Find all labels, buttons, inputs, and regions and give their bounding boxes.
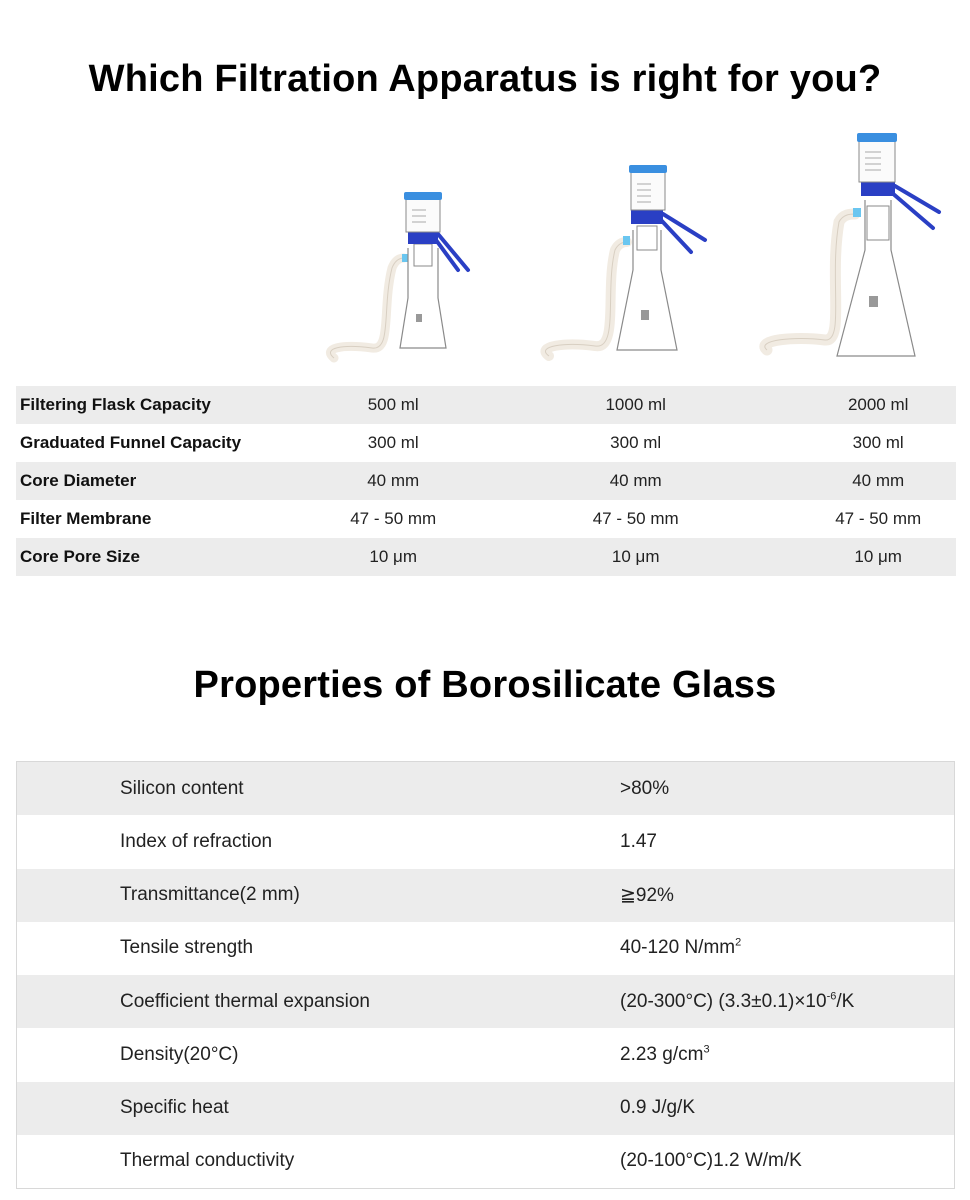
cell-500ml: 10 μm bbox=[369, 547, 417, 566]
property-name: Density(20°C) bbox=[120, 1043, 239, 1065]
property-name: Specific heat bbox=[120, 1097, 229, 1119]
apparatus-images bbox=[0, 128, 970, 368]
table-row bbox=[16, 424, 956, 462]
table-row bbox=[16, 500, 956, 538]
property-value: 0.9 J/g/K bbox=[620, 1097, 695, 1119]
cell-1000ml: 47 - 50 mm bbox=[592, 509, 679, 528]
table-row bbox=[17, 1082, 954, 1135]
property-name: Coefficient thermal expansion bbox=[120, 990, 370, 1012]
cell-1000ml: 300 ml bbox=[610, 433, 662, 452]
property-name: Thermal conductivity bbox=[120, 1150, 295, 1172]
property-name: Index of refraction bbox=[120, 830, 273, 852]
table-row bbox=[16, 462, 956, 500]
table-row bbox=[16, 386, 956, 424]
cell-500ml: 40 mm bbox=[367, 471, 420, 490]
property-value: >80% bbox=[620, 777, 670, 799]
filtration-apparatus-2000ml-icon bbox=[755, 128, 955, 368]
table-row bbox=[17, 815, 954, 868]
cell-500ml: 300 ml bbox=[367, 433, 419, 452]
table-row bbox=[17, 1135, 954, 1188]
cell-2000ml: 40 mm bbox=[852, 471, 905, 490]
cell-500ml: 47 - 50 mm bbox=[350, 509, 437, 528]
section-title: Properties of Borosilicate Glass bbox=[193, 664, 777, 706]
table-row bbox=[17, 869, 954, 922]
property-name: Transmittance(2 mm) bbox=[120, 884, 300, 906]
page-title: Which Filtration Apparatus is right for you? bbox=[88, 58, 882, 100]
cell-1000ml: 40 mm bbox=[609, 471, 662, 490]
cell-1000ml: 1000 ml bbox=[605, 395, 666, 414]
property-value: 40-120 $N/mm^2$ bbox=[620, 937, 742, 959]
row-label: Filtering Flask Capacity bbox=[20, 395, 211, 414]
row-label: Filter Membrane bbox=[20, 509, 152, 528]
property-value: 2.23 $g/cm^3$ bbox=[620, 1043, 710, 1065]
table-row bbox=[16, 538, 956, 576]
property-value: 1.47 bbox=[620, 830, 657, 852]
property-value: ≧92% bbox=[620, 884, 674, 906]
filtration-apparatus-500ml-icon bbox=[322, 188, 482, 368]
comparison-table bbox=[16, 386, 956, 576]
table-row bbox=[17, 922, 954, 975]
properties-table bbox=[16, 761, 955, 1189]
filtration-apparatus-1000ml-icon bbox=[535, 160, 715, 370]
cell-500ml: 500 ml bbox=[367, 395, 419, 414]
cell-2000ml: 10 μm bbox=[854, 547, 902, 566]
row-label: Core Diameter bbox=[20, 471, 137, 490]
row-label: Graduated Funnel Capacity bbox=[20, 433, 242, 452]
property-name: Silicon content bbox=[120, 777, 244, 799]
table-row bbox=[17, 762, 954, 815]
cell-2000ml: 300 ml bbox=[852, 433, 904, 452]
table-row bbox=[17, 1028, 954, 1081]
cell-2000ml: 47 - 50 mm bbox=[835, 509, 922, 528]
cell-2000ml: 2000 ml bbox=[847, 395, 909, 414]
row-label: Core Pore Size bbox=[20, 547, 140, 566]
property-value: (20-300°C) $(3.3\pm 0.1)\times 10^{-6}/K$ bbox=[620, 990, 855, 1012]
table-row bbox=[17, 975, 954, 1028]
property-value: (20-100°C)1.2 W/m/K bbox=[620, 1150, 802, 1172]
property-name: Tensile strength bbox=[120, 937, 254, 959]
cell-1000ml: 10 μm bbox=[611, 547, 660, 566]
